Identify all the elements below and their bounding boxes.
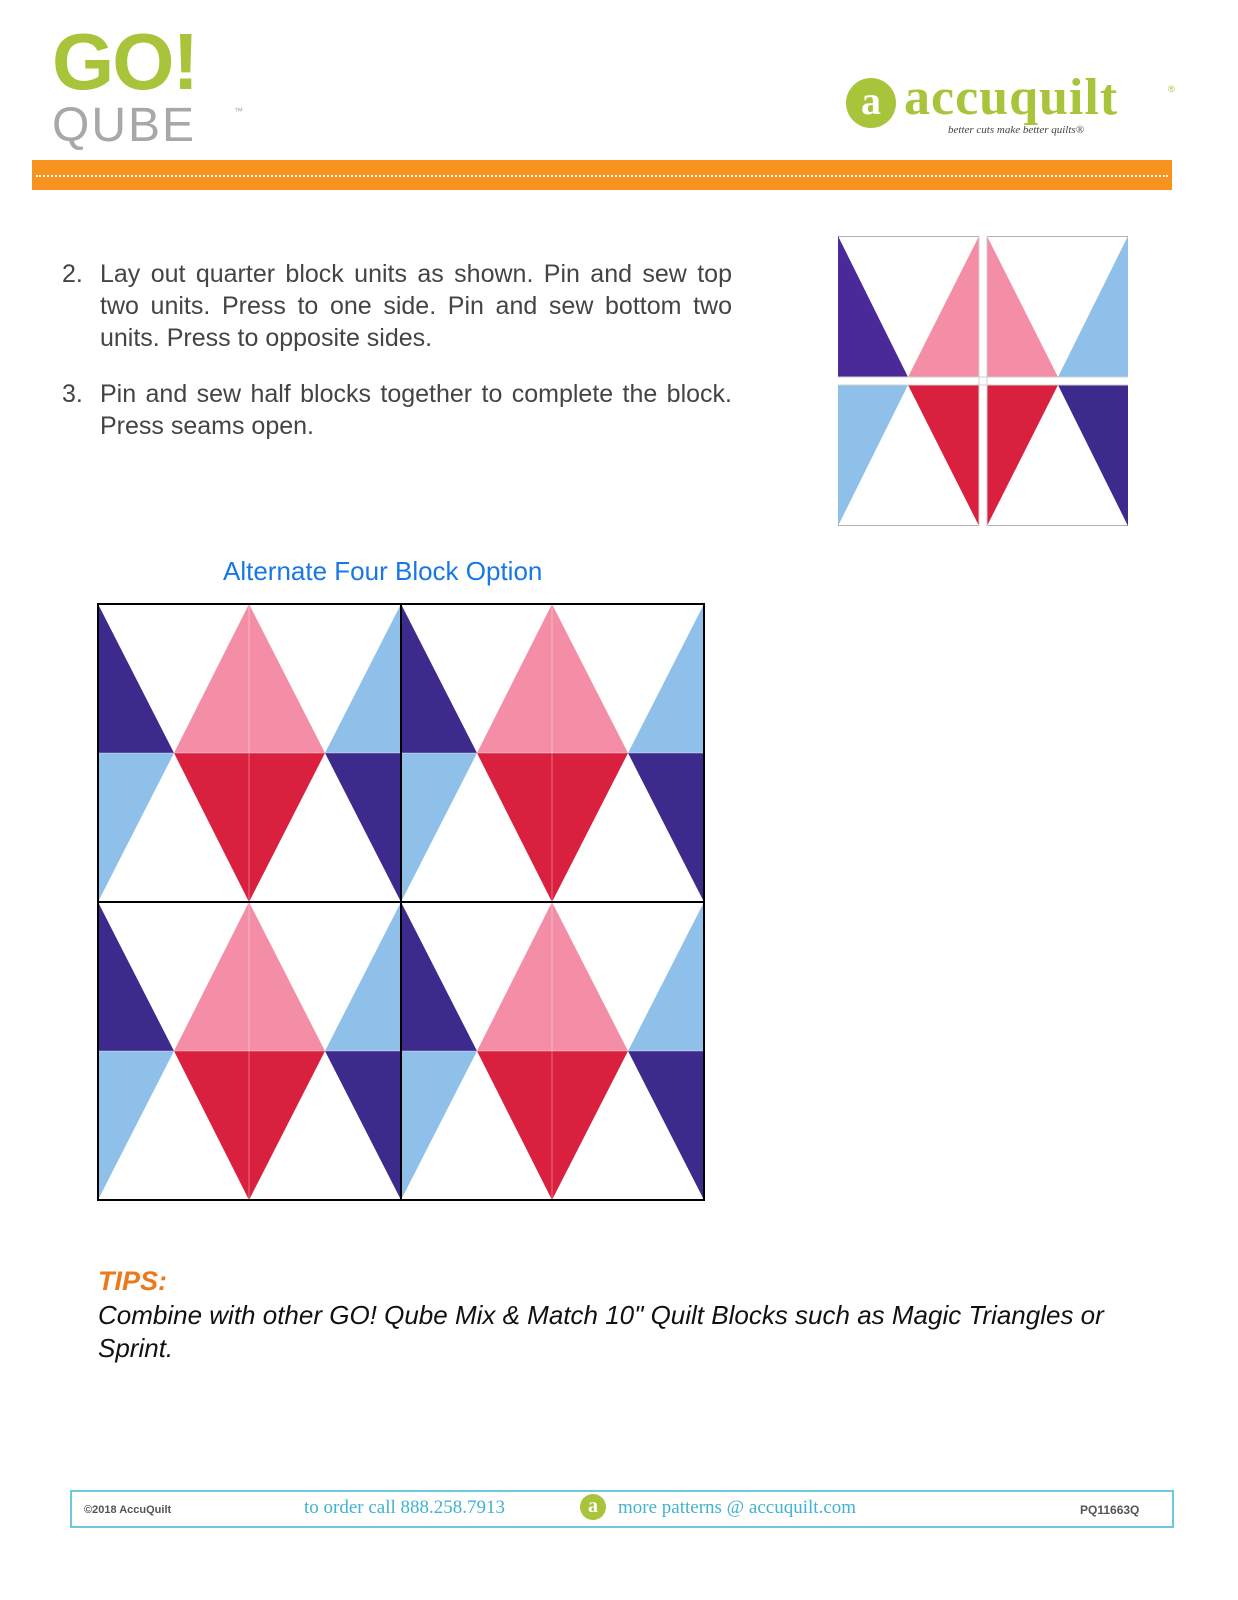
step-text: Lay out quarter block units as shown. Pin and sew top two units. Press to one side. Pin and sew bottom two units. Press to opposite sides.	[100, 260, 732, 352]
go-logo: GO!	[52, 17, 198, 106]
block-bottom-left	[98, 902, 401, 1200]
pattern-code: PQ11663Q	[1080, 1503, 1140, 1517]
four-block-illustration	[96, 602, 706, 1204]
step-2	[62, 258, 732, 354]
block-bottom-right	[401, 902, 704, 1200]
tips-text: Combine with other GO! Qube Mix & Match 10" Quilt Blocks such as Magic Triangles or Sprint.	[98, 1300, 1104, 1363]
footer-website-link[interactable]: more patterns @ accuquilt.com	[618, 1497, 857, 1518]
alternate-option-title: Alternate Four Block Option	[223, 556, 543, 586]
step-number: 3.	[62, 380, 83, 408]
step-text: Pin and sew half blocks together to complete the block. Press seams open.	[100, 380, 732, 440]
footer-order-phone: to order call 888.258.7913	[304, 1497, 506, 1518]
instruction-list	[62, 258, 732, 466]
tips-label: TIPS:	[98, 1266, 168, 1296]
step-number: 2.	[62, 260, 83, 288]
qube-logo: QUBE	[52, 99, 197, 152]
block-top-right	[401, 604, 704, 902]
header-band-stitching	[36, 175, 1168, 177]
accuquilt-logo: accuquilt	[904, 69, 1119, 126]
accuquilt-small-icon: a	[580, 1494, 606, 1520]
step-3	[62, 378, 732, 442]
block-top-left	[98, 604, 401, 902]
single-block-illustration	[838, 236, 1128, 526]
trademark-mark: ™	[234, 106, 243, 116]
brand-tagline: better cuts make better quilts®	[948, 124, 1085, 136]
footer-copyright: ©2018 AccuQuilt	[84, 1504, 172, 1516]
registered-mark: ®	[1168, 84, 1175, 94]
accuquilt-a-icon: a	[846, 78, 896, 128]
